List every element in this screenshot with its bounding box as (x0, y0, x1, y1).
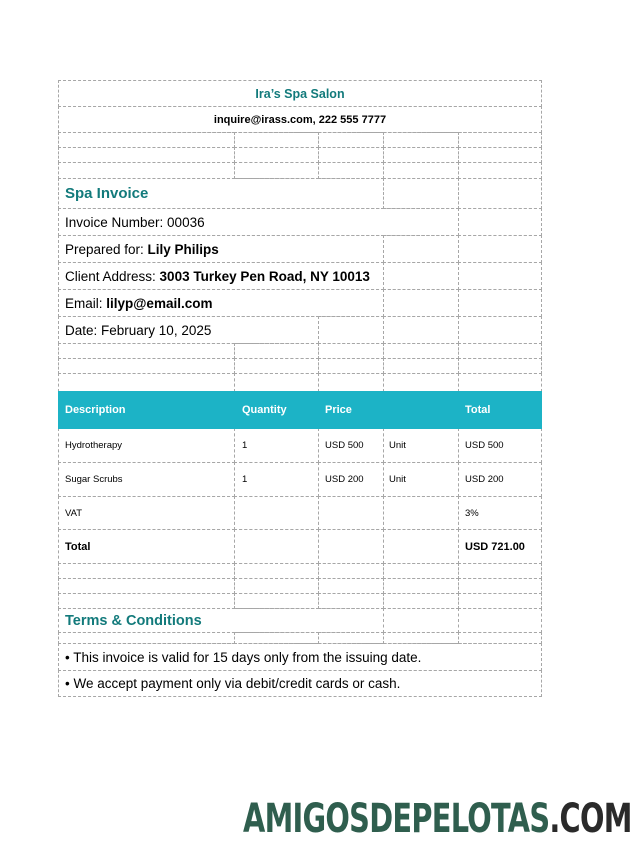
side-cell (458, 316, 542, 344)
spacer-cell (458, 132, 542, 148)
spacer-cell (234, 358, 319, 374)
spacer-cell (58, 593, 235, 609)
table-cell (383, 529, 459, 564)
col-header-price: Price (325, 404, 352, 416)
table-cell (234, 496, 319, 530)
col-header-quantity: Quantity (242, 404, 287, 416)
side-cell (458, 289, 542, 317)
row2-total: USD 200 (465, 474, 504, 485)
heading-side-cell (383, 178, 459, 209)
row1-total: USD 500 (465, 440, 504, 451)
spacer-cell (383, 132, 459, 148)
prepared-for (65, 235, 219, 263)
prepared-value: Lily Philips (147, 241, 219, 257)
table-cell (383, 496, 459, 530)
spacer-cell (234, 373, 319, 392)
row1-description: Hydrotherapy (65, 440, 123, 451)
side-cell (458, 262, 542, 290)
side-cell (458, 235, 542, 263)
spacer-cell (58, 343, 235, 359)
spacer-cell (318, 343, 384, 359)
side-cell (318, 316, 384, 344)
invoice-date (65, 316, 211, 344)
total-value: USD 721.00 (465, 540, 525, 553)
spacer-cell (458, 343, 542, 359)
brand-logo (243, 796, 632, 846)
spacer-cell (458, 578, 542, 594)
spacer-cell (318, 563, 384, 579)
table-cell (318, 496, 384, 530)
spacer-cell (234, 132, 319, 148)
spacer-cell (234, 343, 319, 359)
invoice-grid (58, 80, 542, 697)
spacer-cell (383, 373, 459, 392)
row3-total: 3% (465, 507, 479, 519)
table-cell (318, 529, 384, 564)
prepared-label: Prepared for: (65, 241, 148, 257)
invoice-number (65, 208, 205, 236)
row2-unit: Unit (389, 474, 406, 485)
spacer-cell (58, 132, 235, 148)
table-cell (58, 496, 235, 530)
address-value: 3003 Turkey Pen Road, NY 10013 (159, 268, 370, 284)
row2-description: Sugar Scrubs (65, 474, 123, 485)
email-label: Email: (65, 295, 107, 311)
total-label: Total (65, 540, 91, 553)
spacer-cell (58, 373, 235, 392)
spacer-cell (234, 578, 319, 594)
spacer-cell (383, 162, 459, 179)
heading-side-cell (458, 178, 542, 209)
spacer-cell (234, 147, 319, 163)
spacer-cell (383, 563, 459, 579)
terms-heading: Terms & Conditions (65, 612, 202, 629)
spacer-cell (458, 373, 542, 392)
spacer-cell (383, 147, 459, 163)
brand-logo-main: AMIGOSDEPELOTAS (243, 796, 550, 842)
spacer-cell (234, 563, 319, 579)
spacer-cell (318, 132, 384, 148)
spacer-cell (234, 593, 319, 609)
invoice-number-label: Invoice Number: (65, 214, 168, 230)
brand-logo-tld: .COM (549, 796, 632, 842)
row1-quantity: 1 (242, 440, 248, 451)
side-cell (383, 289, 459, 317)
col-header-total: Total (465, 404, 491, 416)
spacer-cell (383, 343, 459, 359)
spacer-cell (318, 162, 384, 179)
table-cell (234, 529, 319, 564)
spacer-cell (458, 358, 542, 374)
spacer-cell (58, 578, 235, 594)
address-label: Client Address: (65, 268, 160, 284)
client-address (65, 262, 370, 290)
row2-quantity: 1 (242, 474, 248, 485)
row2-price: USD 200 (325, 474, 364, 485)
spacer-cell (318, 373, 384, 392)
spacer-cell (318, 358, 384, 374)
side-cell (383, 235, 459, 263)
spacer-cell (458, 162, 542, 179)
spacer-cell (234, 162, 319, 179)
terms-item-1: • This invoice is valid for 15 days only from the issuing date. (65, 649, 422, 665)
spacer-cell (383, 358, 459, 374)
spacer-cell (58, 563, 235, 579)
spacer-cell (58, 358, 235, 374)
spacer-cell (318, 593, 384, 609)
spacer-cell (58, 162, 235, 179)
spacer-cell (58, 147, 235, 163)
side-cell (458, 208, 542, 236)
spacer-cell (383, 578, 459, 594)
client-email (65, 289, 212, 317)
side-cell (458, 608, 542, 633)
row1-price: USD 500 (325, 440, 364, 451)
invoice-heading: Spa Invoice (65, 185, 149, 202)
row3-description: VAT (65, 507, 83, 519)
terms-item-2: • We accept payment only via debit/credit cards or cash. (65, 676, 401, 691)
salon-name: Ira’s Spa Salon (255, 86, 345, 101)
spacer-cell (458, 147, 542, 163)
row1-unit: Unit (389, 440, 406, 451)
spacer-cell (458, 593, 542, 609)
spacer-cell (318, 147, 384, 163)
side-cell (383, 316, 459, 344)
spacer-cell (458, 563, 542, 579)
invoice-number-value: 00036 (167, 214, 205, 230)
side-cell (383, 608, 459, 633)
email-value: lilyp@email.com (106, 295, 213, 311)
spacer-cell (383, 593, 459, 609)
side-cell (383, 262, 459, 290)
col-header-description: Description (65, 404, 126, 416)
salon-contact: inquire@irass.com, 222 555 7777 (213, 113, 387, 126)
date-label: Date: (65, 322, 102, 338)
date-value: February 10, 2025 (101, 322, 212, 338)
spacer-cell (318, 578, 384, 594)
